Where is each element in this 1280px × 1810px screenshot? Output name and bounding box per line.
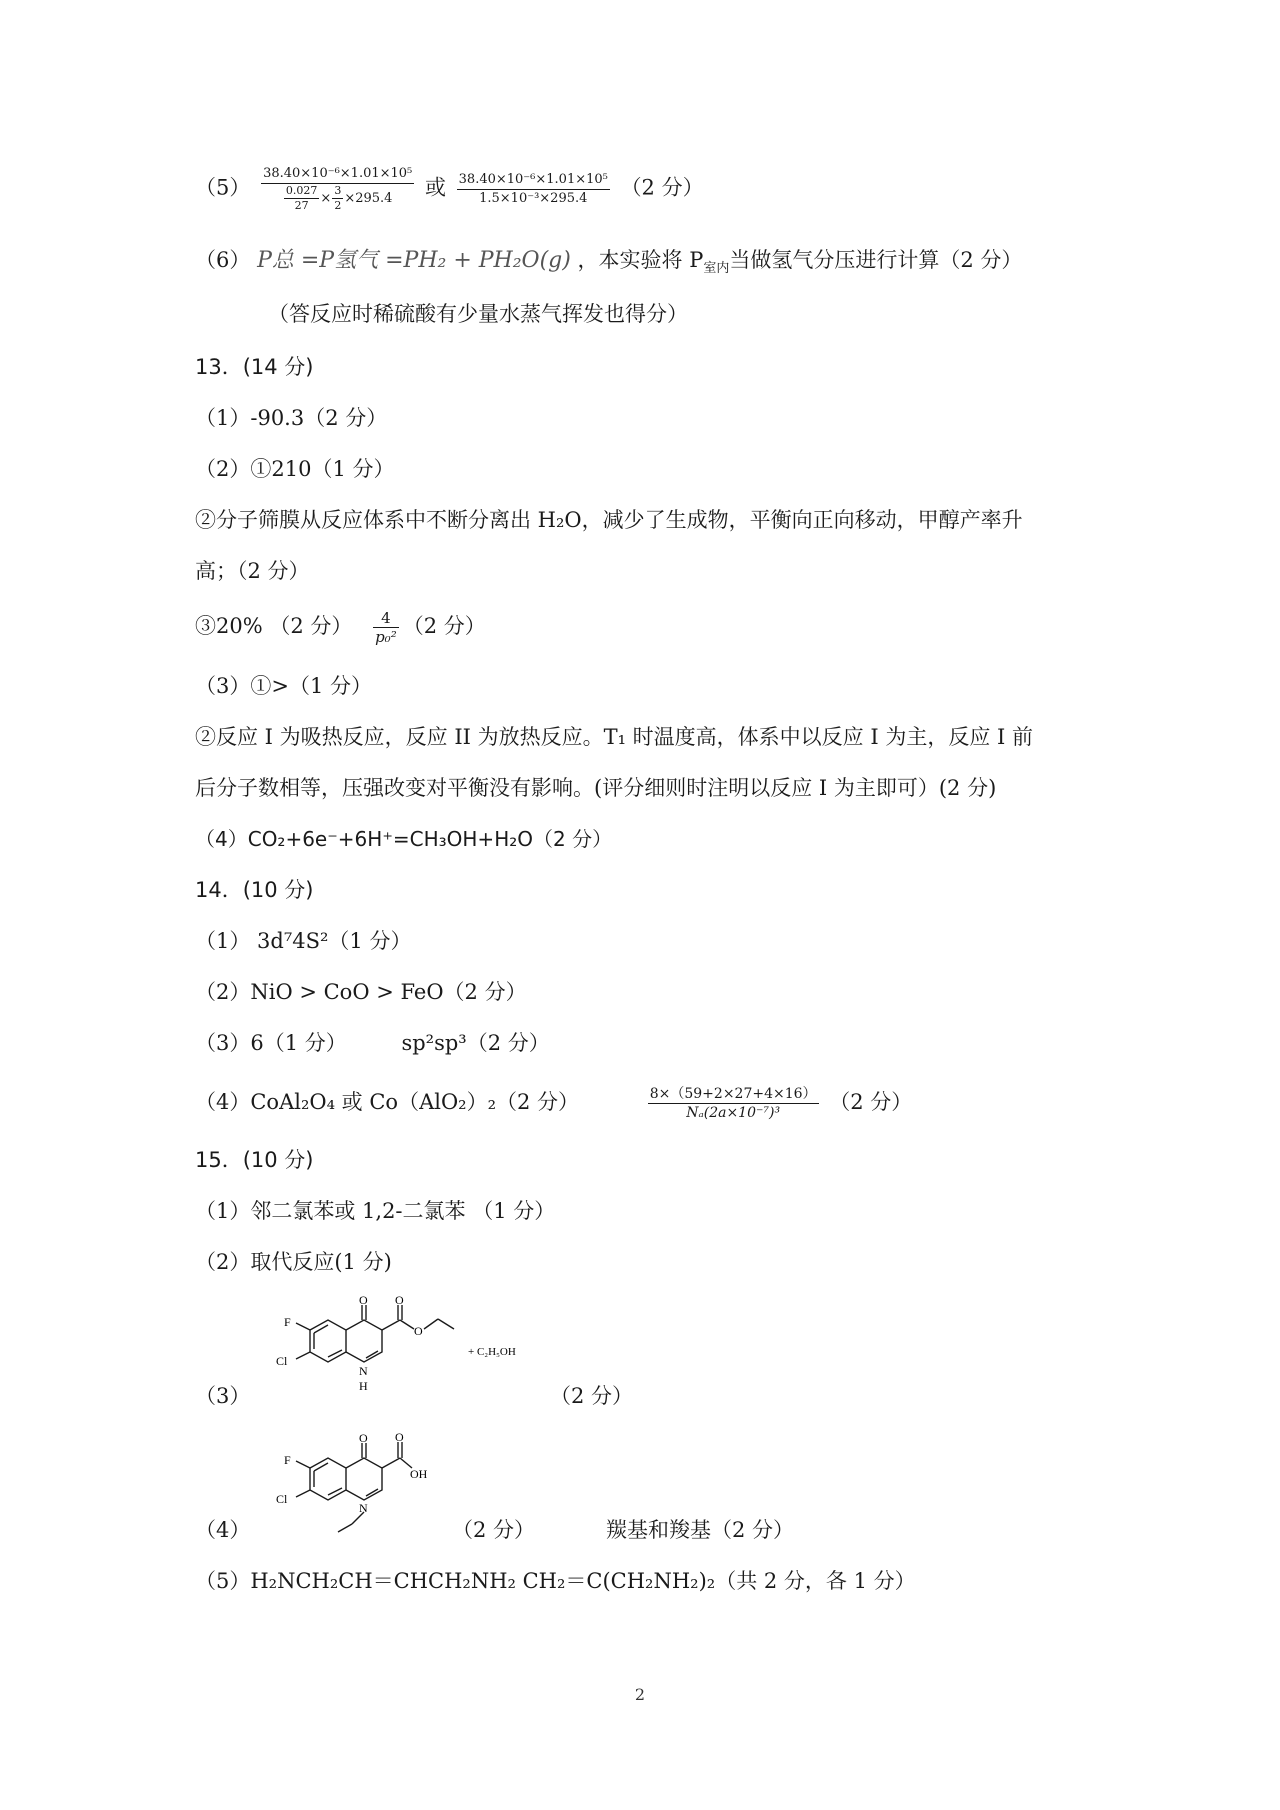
atom-f: F — [284, 1453, 291, 1467]
q14-part2: （2）NiO > CoO > FeO（2 分） — [195, 980, 527, 1004]
q13-part2-2b: 高；（2 分） — [195, 559, 310, 583]
q13-part3-1: （3）①>（1 分） — [195, 674, 372, 698]
q12-part6: （6） P总 =P氢气 =PH₂ + PH₂O(g) ，本实验将 $P_{室内}$当做氢气分压进行计算（2 分） — [195, 248, 1023, 277]
q15-p4-label: （4） — [195, 1518, 251, 1542]
q14-part3: （3）6（1 分） sp²sp³（2 分） — [195, 1031, 550, 1055]
q12-p5-label: （5） — [195, 175, 251, 200]
q12-p5-score: （2 分） — [620, 175, 704, 200]
q13-part3-2b: 后分子数相等，压强改变对平衡没有影响。(评分细则时注明以反应 I 为主即可）(2 分) — [195, 776, 997, 800]
q12-p6-note: （答反应时稀硫酸有少量水蒸气挥发也得分） — [268, 302, 688, 326]
q15-p4-groups: 羰基和羧基（2 分） — [606, 1518, 795, 1542]
q14-p4-fraction: $\frac{8\times(59+2\times 27+4\times 16)}{\text{Nₐ(2a×10⁻⁷)³}}$ — [649, 1086, 817, 1121]
page-number: 2 — [634, 1685, 646, 1704]
q13-part2-3: ③20% （2 分） $\frac{4}{\text{p₀²}}$ （2 分） — [195, 609, 486, 646]
q15-p3-label: （3） — [195, 1384, 251, 1408]
atom-o-carbonyl: O — [395, 1293, 404, 1307]
q13-part3-2a: ②反应 I 为吸热反应，反应 II 为放热反应。T₁ 时温度高，体系中以反应 I 为主，反应 I 前 — [195, 725, 1033, 749]
q14-part4: （4）CoAl₂O₄ 或 Co（AlO₂）₂（2 分） $\frac{8\times(59+2\times 27+4\times 16)}{\text{Nₐ(2a×10⁻⁷)³}}$ （2 分） — [195, 1086, 913, 1121]
atom-n: N — [359, 1364, 368, 1378]
q13-part2-1: （2）①210（1 分） — [195, 457, 395, 481]
atom-h: H — [359, 1379, 368, 1393]
quinolone-ester-structure — [250, 1295, 550, 1405]
q13-part1: （1）-90.3（2 分） — [195, 406, 388, 430]
q15-p3-score: （2 分） — [550, 1384, 634, 1408]
q12-p5-or: 或 — [424, 175, 446, 200]
q15-p3-structure — [250, 1295, 550, 1410]
q13-part2-2a: ②分子筛膜从反应体系中不断分离出 H₂O，减少了生成物，平衡向正向移动，甲醇产率升 — [195, 508, 1023, 532]
atom-o-ketone: O — [359, 1431, 368, 1445]
atom-o-ester: O — [414, 1324, 423, 1338]
atom-o-acid: O — [395, 1430, 404, 1444]
q15-part5: （5）H₂NCH₂CH＝CHCH₂NH₂ CH₂＝C(CH₂NH₂)₂（共 2 分，各 1 分） — [195, 1569, 916, 1593]
quinolone-acid-structure — [250, 1428, 450, 1538]
q12-part5 — [195, 166, 704, 212]
q15-p4-score: （2 分） — [452, 1518, 536, 1542]
q15-part1: （1）邻二氯苯或 1,2-二氯苯 （1 分） — [195, 1199, 556, 1223]
q12-p6-formula: P总 =P氢气 =PH₂ + PH₂O(g) — [257, 248, 571, 273]
plus-ethanol: + C₂H₅OH — [468, 1346, 516, 1358]
q15-header: 15．(10 分) — [195, 1148, 314, 1172]
atom-cl: Cl — [276, 1492, 288, 1506]
atom-oh: OH — [410, 1467, 428, 1481]
atom-f: F — [284, 1315, 291, 1329]
q14-part1: （1） 3d⁷4S²（1 分） — [195, 929, 412, 953]
q13-part4: （4）CO₂+6e⁻+6H⁺=CH₃OH+H₂O（2 分） — [195, 827, 613, 851]
q12-p5-frac1-denominator: $\frac{0.027}{27}$ × $\frac{3}{2}$ ×295.4 — [285, 184, 393, 212]
atom-cl: Cl — [276, 1354, 288, 1368]
q15-part2: （2）取代反应(1 分) — [195, 1250, 392, 1274]
atom-o-ketone: O — [359, 1293, 368, 1307]
q15-p4-structure — [250, 1428, 450, 1543]
q12-p5-fraction-1 — [261, 166, 414, 212]
q13-p2-3-fraction: $\frac{4}{\text{p₀²}}$ — [375, 609, 397, 646]
q14-header: 14．(10 分) — [195, 878, 314, 902]
q12-p5-fraction-2: $\frac{\text{38.40×10⁻⁶×1.01×10⁵}}{\text{1.5×10⁻³×295.4}}$ — [458, 171, 608, 206]
q13-header: 13．(14 分) — [195, 355, 314, 379]
atom-n: N — [359, 1501, 368, 1515]
q12-p5-frac1-numerator: 38.40×10⁻⁶×1.01×10⁵ — [261, 166, 414, 184]
